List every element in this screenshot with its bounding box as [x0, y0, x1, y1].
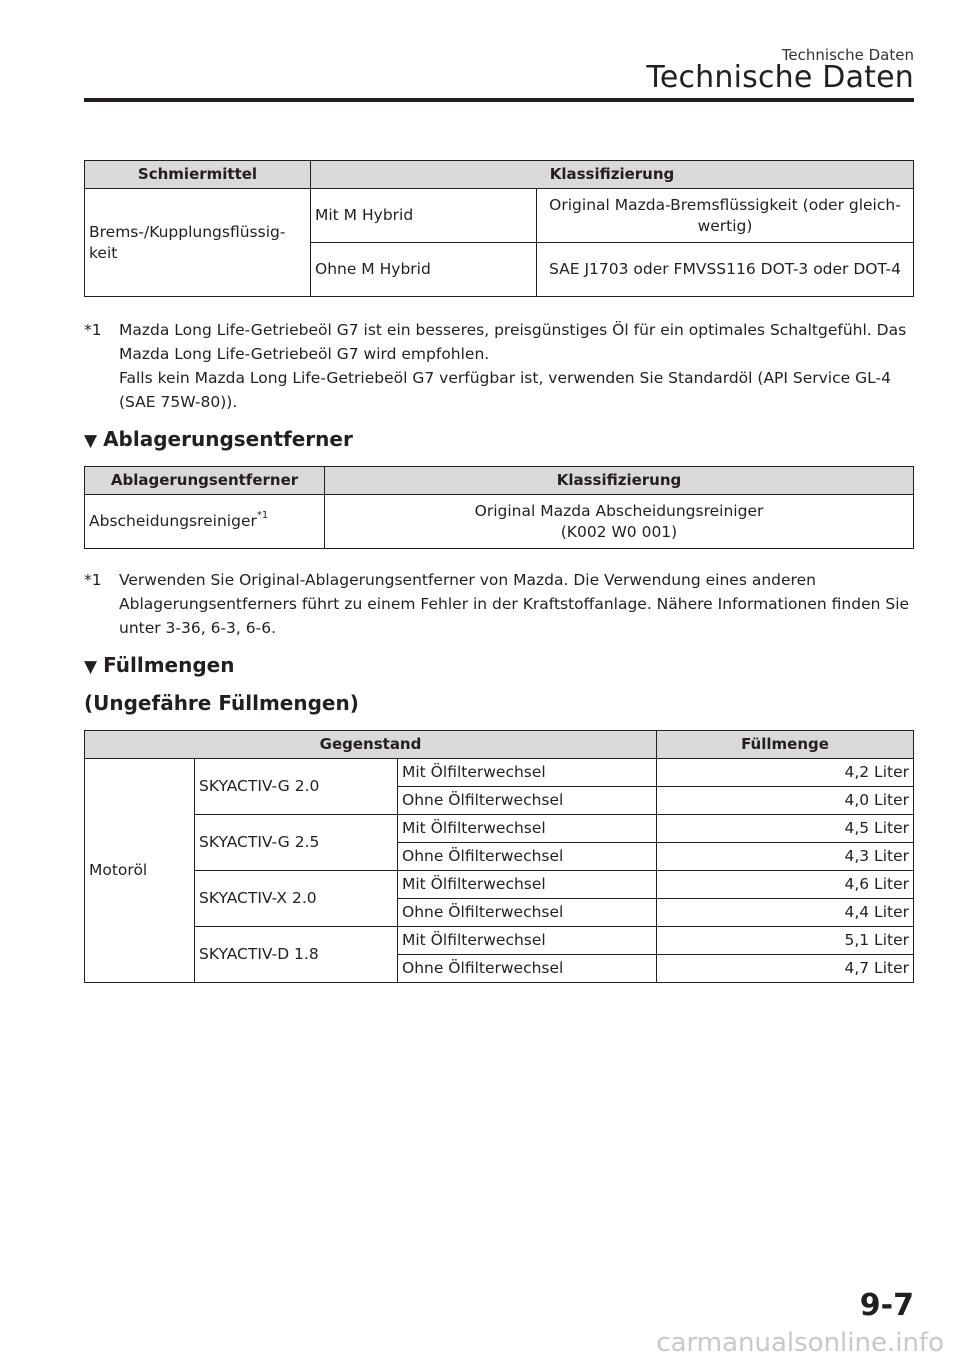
table-cell-engine: SKYACTIV-D 1.8: [195, 927, 398, 983]
table-cell-amount: 5,1 Liter: [657, 927, 914, 955]
section-heading: [84, 653, 234, 677]
table-cell-condition: Ohne Ölfilterwechsel: [398, 843, 657, 871]
table-cell-classification: Original Mazda-Bremsflüssigkeit (oder gleich-wertig): [537, 189, 914, 243]
section-heading-text: Füllmengen: [103, 653, 235, 677]
table-cell-classification: SAE J1703 oder FMVSS116 DOT-3 oder DOT-4: [537, 243, 914, 297]
table-row: [85, 815, 914, 843]
table-row: [85, 871, 914, 899]
footnote-text: Mazda Long Life-Getriebeöl G7 ist ein besseres, preisgünstiges Öl für ein optimales Schaltgefühl. Das Mazda Long Life-Getriebeöl G7 wird empfohlen.: [119, 321, 907, 363]
column-header: Klassifizierung: [325, 467, 914, 495]
footnote-text: Verwenden Sie Original-Ablagerungsentferner von Mazda. Die Verwendung eines anderen Ablagerungsentferners führt zu einem Fehler in der Kraftstoffanlage. Nähere Informationen finden Sie unter 3-36, 6-3, 6-6.: [119, 571, 910, 637]
table-cell-amount: 4,2 Liter: [657, 759, 914, 787]
page-number: 9-7: [859, 1288, 914, 1323]
table-cell-variant: Mit M Hybrid: [311, 189, 537, 243]
column-header: Ablagerungsentferner: [85, 467, 325, 495]
table-cell-condition: Mit Ölfilterwechsel: [398, 927, 657, 955]
section-heading: [84, 427, 353, 451]
table-cell-item: [85, 495, 325, 549]
table-cell-amount: 4,7 Liter: [657, 955, 914, 983]
section-heading-text: Ablagerungsentferner: [103, 427, 353, 451]
table-row: [85, 189, 914, 243]
table-header-row: [85, 161, 914, 189]
classification-line: Original Mazda Abscheidungsreiniger: [474, 501, 764, 520]
table-cell-variant: Ohne M Hybrid: [311, 243, 537, 297]
column-header: Füllmenge: [657, 731, 914, 759]
lubricant-table: [84, 160, 914, 297]
table-cell-item: Motoröl: [85, 759, 195, 983]
table-header-row: [85, 731, 914, 759]
header-rule: [84, 98, 914, 102]
watermark: carmanualsonline.info: [656, 1328, 944, 1358]
footnote: [84, 318, 914, 414]
subheading: (Ungefähre Füllmengen): [84, 691, 359, 715]
table-header-row: [85, 467, 914, 495]
footnote-text: Falls kein Mazda Long Life-Getriebeöl G7 verfügbar ist, verwenden Sie Standardöl (API Service GL-4 (SAE 75W-80)).: [119, 369, 891, 411]
table-cell-amount: 4,3 Liter: [657, 843, 914, 871]
column-header: Klassifizierung: [311, 161, 914, 189]
classification-line: (K002 W0 001): [560, 522, 678, 541]
footnote-mark: *1: [84, 321, 102, 339]
table-cell-engine: SKYACTIV-G 2.0: [195, 759, 398, 815]
table-cell-amount: 4,6 Liter: [657, 871, 914, 899]
table-cell-condition: Ohne Ölfilterwechsel: [398, 955, 657, 983]
table-cell-amount: 4,4 Liter: [657, 899, 914, 927]
triangle-down-icon: ▼: [84, 657, 98, 677]
table-row: [85, 495, 914, 549]
item-label: Abscheidungsreiniger: [89, 512, 257, 530]
table-cell-amount: 4,0 Liter: [657, 787, 914, 815]
triangle-down-icon: ▼: [84, 431, 98, 451]
capacities-table: [84, 730, 914, 983]
running-header-title: Technische Daten: [646, 60, 914, 95]
deposit-remover-table: [84, 466, 914, 549]
table-cell-lubricant: Brems-/Kupplungsflüssig-keit: [85, 189, 311, 297]
table-row: [85, 759, 914, 787]
column-header: Gegenstand: [85, 731, 657, 759]
table-cell-classification: [325, 495, 914, 549]
table-cell-condition: Ohne Ölfilterwechsel: [398, 899, 657, 927]
table-cell-condition: Ohne Ölfilterwechsel: [398, 787, 657, 815]
table-row: [85, 927, 914, 955]
table-cell-engine: SKYACTIV-G 2.5: [195, 815, 398, 871]
table-cell-condition: Mit Ölfilterwechsel: [398, 871, 657, 899]
table-cell-engine: SKYACTIV-X 2.0: [195, 871, 398, 927]
footnote: [84, 568, 914, 640]
footnote-ref: *1: [256, 509, 269, 521]
table-cell-condition: Mit Ölfilterwechsel: [398, 815, 657, 843]
footnote-mark: *1: [84, 571, 102, 589]
running-header-subtitle: Technische Daten: [781, 46, 914, 64]
table-cell-condition: Mit Ölfilterwechsel: [398, 759, 657, 787]
column-header: Schmiermittel: [85, 161, 311, 189]
table-cell-amount: 4,5 Liter: [657, 815, 914, 843]
